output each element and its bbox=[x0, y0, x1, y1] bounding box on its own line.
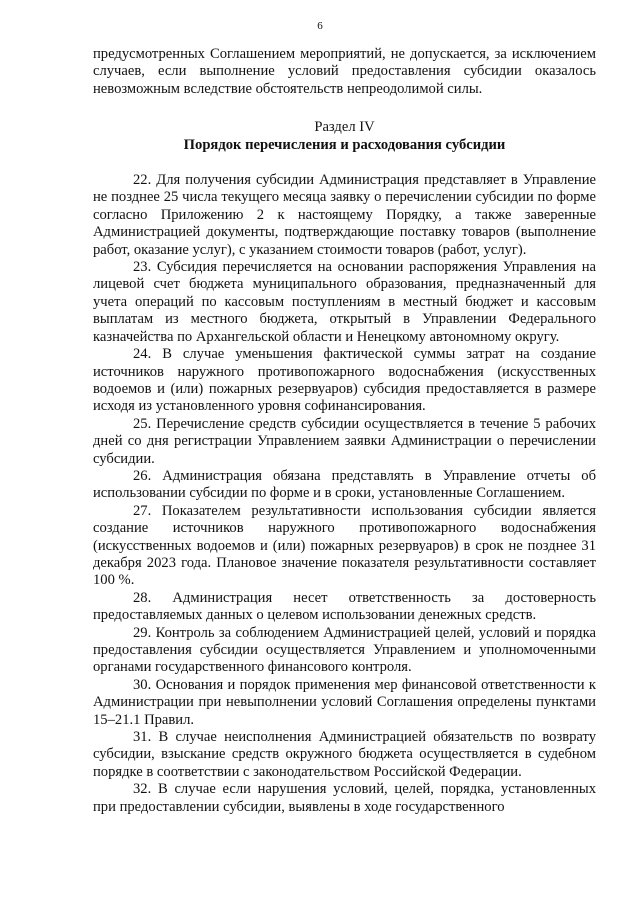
intro-paragraph: предусмотренных Соглашением мероприятий, не допускается, за исключением случаев, если выполнение условий предоставления субсидии оказалось невозможным вследствие обстоятельств непреодолимой силы. bbox=[93, 46, 596, 97]
paragraph-27: 27. Показателем результативности использования субсидии является создание источников наружного противопожарного водоснабжения (искусственных водоемов и (или) пожарных резервуаров) в срок не позднее 31 декабря 2023 года. Плановое значение показателя результативности составляет 100 %. bbox=[93, 502, 596, 589]
paragraph-22: 22. Для получения субсидии Администрация представляет в Управление не позднее 25 числа текущего месяца заявку о перечислении субсидии по форме согласно Приложению 2 к настоящему Порядку, а также заверенные Администрацией документы, подтверждающие поставку товаров (выполнение работ, оказание услуг), с указанием стоимости товаров (работ, услуг). bbox=[93, 172, 596, 258]
paragraph-30: 30. Основания и порядок применения мер финансовой ответственности к Администрации при невыполнении условий Соглашения определены пунктами 15–21.1 Правил. bbox=[93, 676, 596, 728]
paragraph-26: 26. Администрация обязана представлять в Управление отчеты об использовании субсидии по форме и в сроки, установленные Соглашением. bbox=[93, 467, 596, 502]
paragraph-28: 28. Администрация несет ответственность за достоверность предоставляемых данных о целевом использовании денежных средств. bbox=[93, 589, 596, 624]
paragraph-32: 32. В случае если нарушения условий, целей, порядка, установленных при предоставлении субсидии, выявлены в ходе государственного bbox=[93, 781, 596, 815]
paragraph-31: 31. В случае неисполнения Администрацией обязательств по возврату субсидии, взыскание средств окружного бюджета осуществляется в судебном порядке в соответствии с законодательством Российской Федерации. bbox=[93, 729, 596, 780]
paragraph-29: 29. Контроль за соблюдением Администрацией целей, условий и порядка предоставления субсидии осуществляется Управлением и уполномоченными органами государственного финансового контроля. bbox=[93, 624, 596, 676]
paragraph-24: 24. В случае уменьшения фактической суммы затрат на создание источников наружного противопожарного водоснабжения (искусственных водоемов и (или) пожарных резервуаров) субсидия предоставляется в размере исходя из установленного уровня софинансирования. bbox=[93, 346, 596, 415]
section-number: Раздел IV bbox=[314, 119, 375, 136]
section-title: Порядок перечисления и расходования субсидии bbox=[183, 136, 506, 153]
paragraph-25: 25. Перечисление средств субсидии осуществляется в течение 5 рабочих дней со дня регистрации Управлением заявки Администрации о перечислении субсидии. bbox=[93, 415, 596, 467]
page-number: 6 bbox=[317, 20, 323, 32]
document-body bbox=[93, 46, 596, 816]
paragraph-23: 23. Субсидия перечисляется на основании распоряжения Управления на лицевой счет бюджета муниципального образования, предназначенный для учета операций по кассовым поступлениям в местный бюджет и кассовым выплатам из местного бюджета, открытый в Управлении Федерального казначейства по Архангельской области и Ненецкому автономному округу. bbox=[93, 259, 596, 345]
